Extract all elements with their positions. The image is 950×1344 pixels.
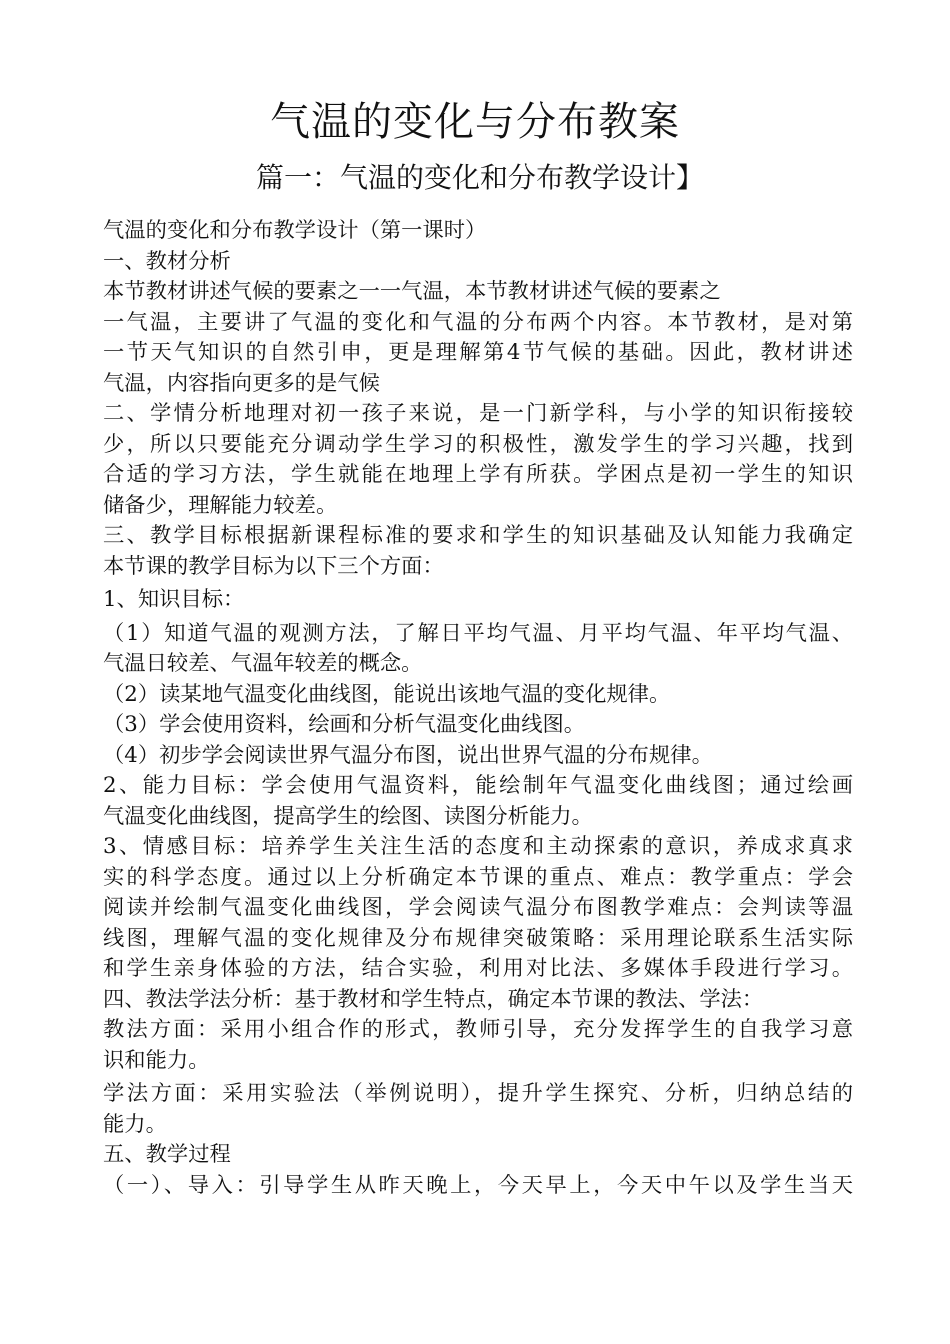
body-line: 和学生亲身体验的方法，结合实验，利用对比法、多媒体手段进行学习。 (103, 956, 853, 981)
body-line: 气温，内容指向更多的是气候 (103, 370, 380, 396)
body-line: 本节教材讲述气候的要素之一一气温，本节教材讲述气候的要素之 (103, 279, 721, 304)
body-line: 一节天气知识的自然引申，更是理解第4节气候的基础。因此，教材讲述 (103, 340, 853, 365)
body-line: 教法方面：采用小组合作的形式，教师引导，充分发挥学生的自我学习意 (103, 1017, 853, 1042)
body-line: 学法方面：采用实验法（举例说明），提升学生探究、分析，归纳总结的 (103, 1081, 853, 1106)
body-line: 本节课的教学目标为以下三个方面： (103, 553, 444, 579)
body-line: 一气温，主要讲了气温的变化和气温的分布两个内容。本节教材，是对第 (103, 309, 853, 335)
body-line: 三、教学目标根据新课程标准的要求和学生的知识基础及认知能力我确定 (103, 523, 853, 548)
body-line: 四、教法学法分析：基于教材和学生特点，确定本节课的教法、学法： (103, 986, 764, 1012)
document-body (103, 216, 853, 1201)
body-line: 气温的变化和分布教学设计（第一课时） (103, 218, 487, 243)
document-subtitle: 篇一：气温的变化和分布教学设计】 (255, 161, 704, 194)
body-line: 阅读并绘制气温变化曲线图，学会阅读气温分布图教学难点：会判读等温 (103, 895, 853, 920)
body-line: 1、知识目标： (103, 587, 245, 612)
body-line: 二、学情分析地理对初一孩子来说，是一门新学科，与小学的知识衔接较 (103, 401, 853, 426)
body-line: （一）、导入：引导学生从昨天晚上，今天早上，今天中午以及学生当天 (103, 1172, 853, 1198)
body-line: 气温日较差、气温年较差的概念。 (103, 651, 423, 676)
body-line: 2、能力目标：学会使用气温资料，能绘制年气温变化曲线图；通过绘画 (103, 773, 853, 798)
document-title: 气温的变化与分布教案 (270, 99, 680, 145)
body-line: （2）读某地气温变化曲线图，能说出该地气温的变化规律。 (103, 681, 671, 707)
body-line: 3、情感目标：培养学生关注生活的态度和主动探索的意识，养成求真求 (103, 834, 853, 859)
body-line: 少，所以只要能充分调动学生学习的积极性，激发学生的学习兴趣，找到 (103, 431, 853, 457)
body-line: 一、教材分析 (103, 248, 231, 274)
body-line: 线图，理解气温的变化规律及分布规律突破策略：采用理论联系生活实际 (103, 925, 853, 951)
body-line: 能力。 (103, 1111, 167, 1137)
body-line: 识和能力。 (103, 1047, 210, 1073)
body-line: 实的科学态度。通过以上分析确定本节课的重点、难点：教学重点：学会 (103, 864, 853, 890)
body-line: 储备少，理解能力较差。 (103, 492, 338, 518)
body-line: 合适的学习方法，学生就能在地理上学有所获。学困点是初一学生的知识 (103, 462, 853, 487)
body-line: 五、教学过程 (103, 1142, 231, 1167)
body-line: （4）初步学会阅读世界气温分布图，说出世界气温的分布规律。 (103, 742, 713, 768)
body-line: （1）知道气温的观测方法，了解日平均气温、月平均气温、年平均气温、 (103, 620, 853, 646)
body-line: （3）学会使用资料，绘画和分析气温变化曲线图。 (103, 712, 586, 737)
body-line: 气温变化曲线图，提高学生的绘图、读图分析能力。 (103, 803, 593, 829)
